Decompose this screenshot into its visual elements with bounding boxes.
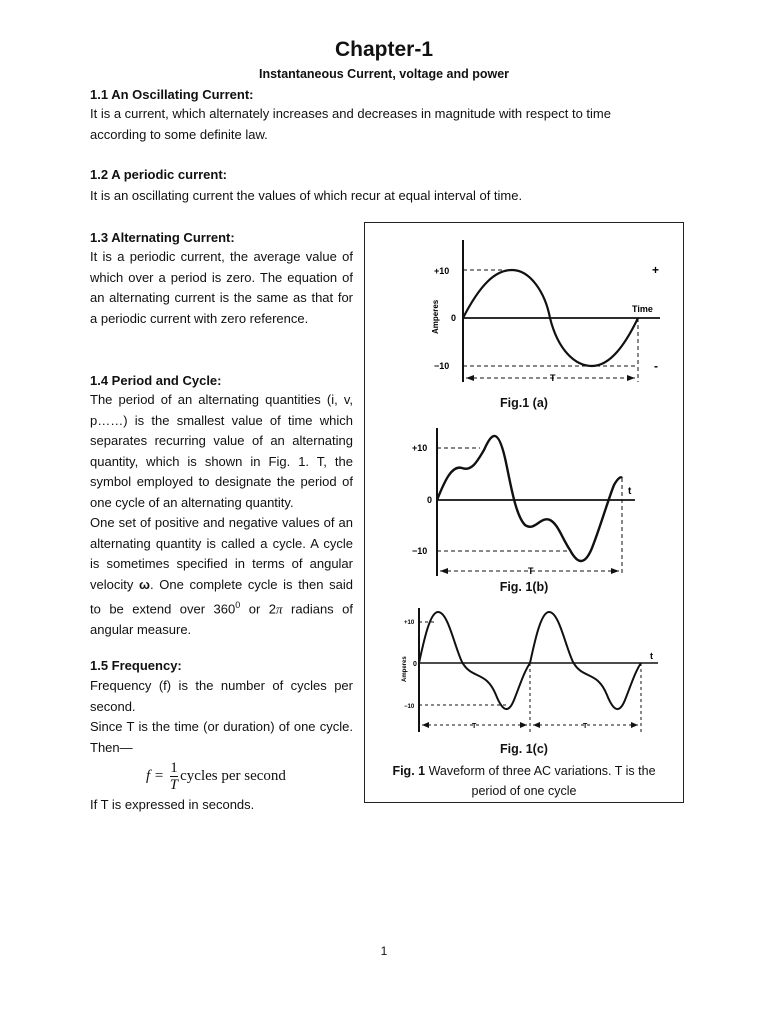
figure-1-description-label: Fig. 1	[392, 764, 426, 778]
section-1-2-body: It is an oscillating current the values of which recur at equal interval of time.	[90, 188, 523, 203]
fig-c-y-top-label: +10	[404, 620, 415, 626]
fig-a-y-top-label: +10	[434, 266, 450, 276]
formula-rhs: cycles per second	[180, 767, 286, 784]
section-1-5-para-2: Since T is the time (or duration) of one cycle. Then—	[90, 719, 353, 755]
omega-symbol: ω	[139, 576, 150, 592]
figure-1-description-text: Waveform of three AC variations. T is the period of one cycle	[425, 764, 656, 798]
chapter-subtitle: Instantaneous Current, voltage and power	[258, 67, 510, 81]
figure-1a-plot	[420, 230, 670, 390]
degree-superscript: 0	[235, 600, 241, 610]
fig-b-y-bottom-label: −10	[412, 546, 428, 556]
frequency-formula	[146, 760, 286, 793]
fig-b-period-label: T	[528, 566, 534, 576]
figure-1-description	[374, 761, 674, 801]
formula-fraction	[170, 760, 178, 793]
fig-a-period-label: T	[550, 373, 556, 383]
pi-symbol: π	[276, 601, 283, 617]
section-1-1-heading: 1.1 An Oscillating Current:	[90, 87, 254, 102]
section-1-4-body	[90, 390, 353, 640]
fig-c-period-label-2: T	[583, 723, 588, 730]
section-1-4-para-1: The period of an alternating quantities (i, v, p……) is the smallest value of time which separates recurring value of an alternating quantity, which is shown in Fig. 1. T, the symbol employed to designate the period of one cycle of an alternating quantity.	[90, 392, 353, 510]
fig-a-plus-sign: +	[652, 263, 660, 277]
chapter-title: Chapter-1	[334, 38, 434, 61]
fig-a-x-axis-label: Time	[632, 304, 653, 314]
fig-b-x-axis-label: t	[628, 486, 632, 497]
fig-b-y-zero-label: 0	[427, 495, 433, 505]
section-1-3-heading: 1.3 Alternating Current:	[90, 230, 235, 245]
section-1-2-heading: 1.2 A periodic current:	[90, 167, 228, 182]
fig-b-y-top-label: +10	[412, 443, 428, 453]
section-1-3-body: It is a periodic current, the average value of which over a period is zero. The equation of an alternating current is the same as that for a periodic current with zero reference.	[90, 249, 353, 326]
fig-c-period-label-1: T	[472, 723, 477, 730]
section-1-4-para-2d: radians of angular measure.	[90, 601, 354, 637]
section-1-5-after: If T is expressed in seconds.	[90, 797, 255, 812]
fig-c-x-axis-label: t	[650, 651, 653, 661]
section-1-5-heading: 1.5 Frequency:	[90, 658, 182, 673]
page-number: 1	[380, 944, 388, 958]
section-1-4-para-2a: One set of positive and negative values of an alternating quantity is called a cycle. A cycle is sometimes specified in terms of angular velocity	[90, 515, 353, 592]
section-1-4-para-2b: . One complete cycle is then said to be extend over 360	[90, 576, 354, 617]
figure-1c-caption: Fig. 1(c)	[500, 742, 548, 756]
fig-c-y-bottom-label: −10	[404, 704, 415, 710]
figure-1b-caption: Fig. 1(b)	[499, 580, 549, 594]
section-1-5-para-1: Frequency (f) is the number of cycles per second.	[90, 678, 353, 714]
fig-a-y-bottom-label: −10	[434, 361, 450, 371]
section-1-5-body	[90, 676, 353, 758]
section-1-4-para-2c: or 2	[240, 601, 277, 617]
section-1-1-body: It is a current, which alternately increases and decreases in magnitude with respect to time according to some definite law.	[90, 106, 611, 142]
formula-denominator: T	[169, 777, 179, 793]
fig-a-y-zero-label: 0	[451, 313, 457, 323]
figure-1a-caption: Fig.1 (a)	[500, 396, 548, 410]
fig-c-y-zero-label: 0	[413, 661, 417, 668]
figure-1c-plot	[396, 600, 666, 740]
fig-a-minus-sign: -	[654, 359, 658, 373]
fig-c-y-axis-label: Amperes	[402, 656, 408, 682]
formula-lhs: f =	[146, 767, 165, 784]
fig-b-wave	[437, 436, 622, 561]
formula-numerator: 1	[170, 760, 178, 776]
section-1-4-heading: 1.4 Period and Cycle:	[90, 373, 222, 388]
figure-1b-plot	[400, 420, 650, 580]
fig-a-y-axis-label: Amperes	[431, 299, 440, 334]
